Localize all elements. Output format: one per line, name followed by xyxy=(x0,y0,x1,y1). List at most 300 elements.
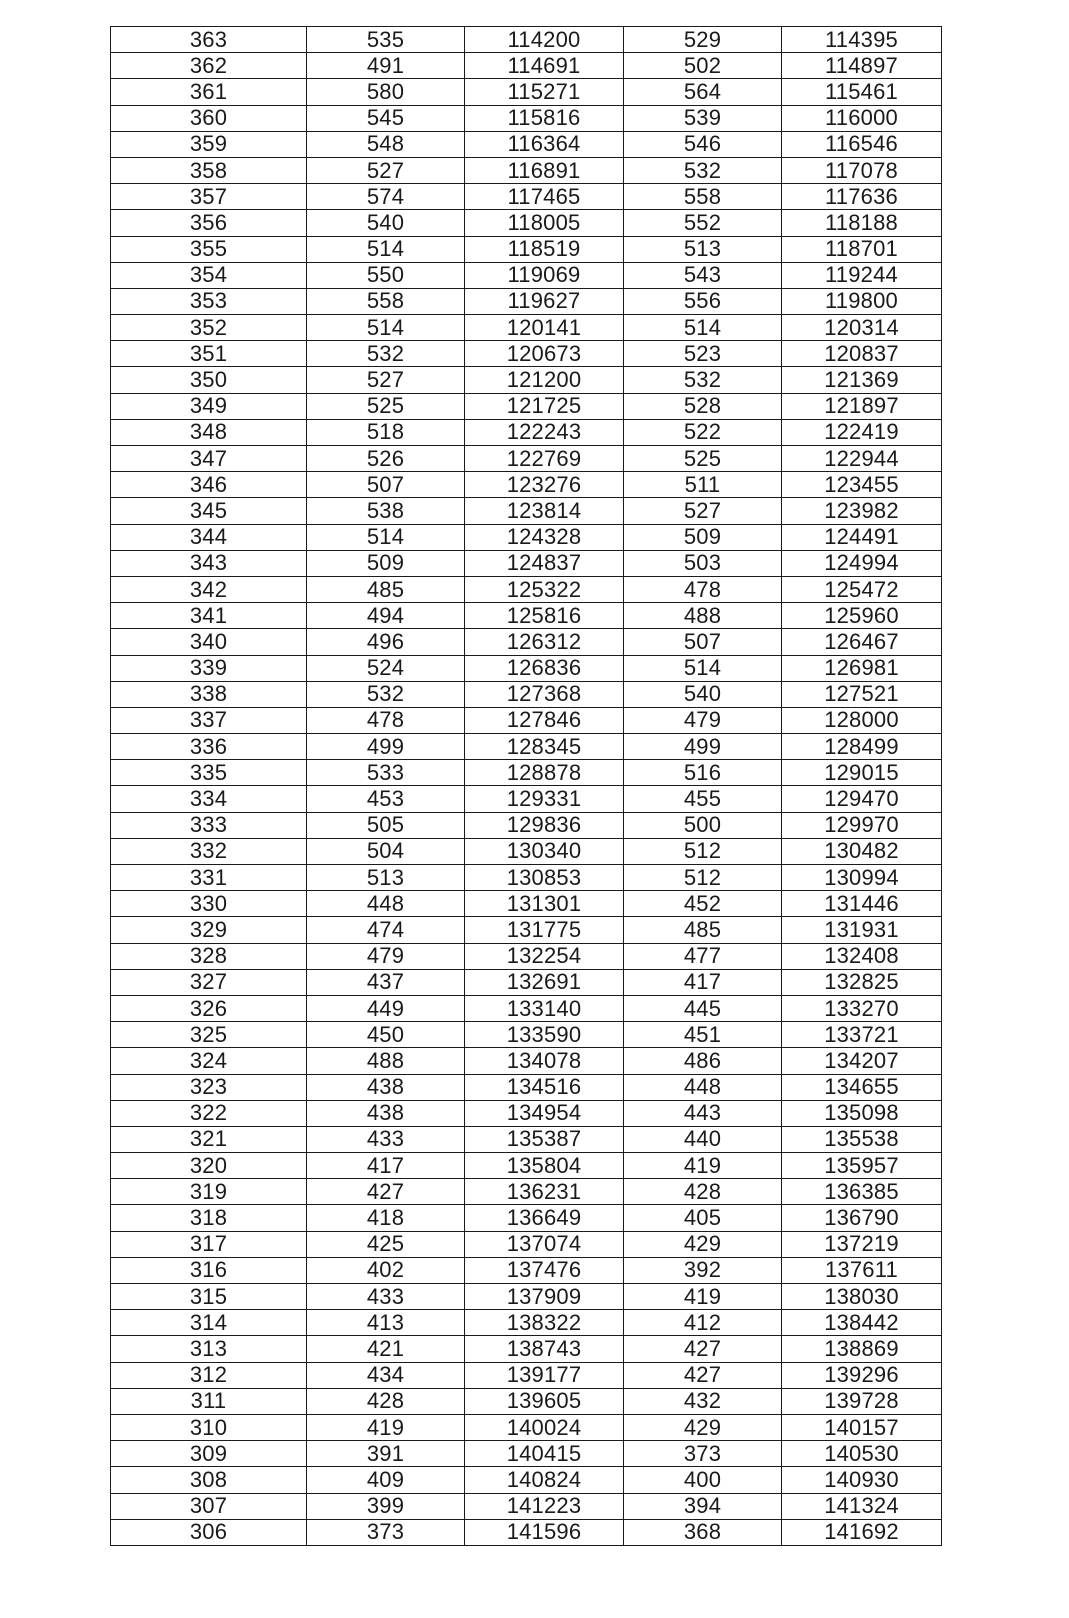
count-cell: 527 xyxy=(307,367,465,393)
table-row xyxy=(111,603,942,629)
count-cell: 496 xyxy=(307,629,465,655)
score-cell: 331 xyxy=(111,865,307,891)
count-cell-2: 507 xyxy=(624,629,782,655)
cumulative-cell: 118005 xyxy=(465,210,624,236)
count-cell-2: 455 xyxy=(624,786,782,812)
cumulative-cell-2: 135538 xyxy=(782,1126,942,1152)
table-row xyxy=(111,734,942,760)
table-row xyxy=(111,969,942,995)
table-row xyxy=(111,236,942,262)
cumulative-cell: 138743 xyxy=(465,1336,624,1362)
count-cell-2: 427 xyxy=(624,1336,782,1362)
cumulative-cell-2: 124491 xyxy=(782,524,942,550)
score-cell: 319 xyxy=(111,1179,307,1205)
score-cell: 351 xyxy=(111,341,307,367)
count-cell-2: 373 xyxy=(624,1441,782,1467)
table-row xyxy=(111,1153,942,1179)
score-cell: 308 xyxy=(111,1467,307,1493)
cumulative-cell: 115816 xyxy=(465,105,624,131)
cumulative-cell: 136649 xyxy=(465,1205,624,1231)
count-cell-2: 452 xyxy=(624,891,782,917)
score-cell: 356 xyxy=(111,210,307,236)
count-cell-2: 532 xyxy=(624,367,782,393)
score-cell: 328 xyxy=(111,943,307,969)
cumulative-cell: 121725 xyxy=(465,393,624,419)
score-cell: 352 xyxy=(111,315,307,341)
table-row xyxy=(111,1179,942,1205)
score-cell: 355 xyxy=(111,236,307,262)
count-cell-2: 417 xyxy=(624,969,782,995)
count-cell-2: 478 xyxy=(624,576,782,602)
cumulative-cell-2: 132825 xyxy=(782,969,942,995)
count-cell: 514 xyxy=(307,236,465,262)
cumulative-cell-2: 122419 xyxy=(782,419,942,445)
table-row xyxy=(111,498,942,524)
table-row xyxy=(111,184,942,210)
table-row xyxy=(111,524,942,550)
count-cell-2: 486 xyxy=(624,1048,782,1074)
count-cell: 419 xyxy=(307,1414,465,1440)
table-row xyxy=(111,393,942,419)
cumulative-cell: 141596 xyxy=(465,1519,624,1545)
count-cell: 532 xyxy=(307,681,465,707)
count-cell-2: 528 xyxy=(624,393,782,419)
count-cell-2: 546 xyxy=(624,131,782,157)
score-cell: 316 xyxy=(111,1257,307,1283)
table-row xyxy=(111,707,942,733)
table-row xyxy=(111,131,942,157)
count-cell: 532 xyxy=(307,341,465,367)
count-cell: 434 xyxy=(307,1362,465,1388)
table-row xyxy=(111,1493,942,1519)
table-row xyxy=(111,1388,942,1414)
cumulative-cell: 130853 xyxy=(465,865,624,891)
cumulative-cell: 116891 xyxy=(465,157,624,183)
table-row xyxy=(111,1284,942,1310)
score-cell: 354 xyxy=(111,262,307,288)
count-cell-2: 502 xyxy=(624,53,782,79)
score-cell: 333 xyxy=(111,812,307,838)
cumulative-cell: 131775 xyxy=(465,917,624,943)
table-row xyxy=(111,1048,942,1074)
cumulative-cell: 123276 xyxy=(465,472,624,498)
table-row xyxy=(111,917,942,943)
cumulative-cell-2: 131931 xyxy=(782,917,942,943)
count-cell-2: 479 xyxy=(624,707,782,733)
cumulative-cell-2: 127521 xyxy=(782,681,942,707)
count-cell-2: 539 xyxy=(624,105,782,131)
count-cell: 425 xyxy=(307,1231,465,1257)
table-row xyxy=(111,891,942,917)
cumulative-cell-2: 120314 xyxy=(782,315,942,341)
cumulative-cell: 116364 xyxy=(465,131,624,157)
table-row xyxy=(111,1336,942,1362)
score-cell: 313 xyxy=(111,1336,307,1362)
table-row xyxy=(111,681,942,707)
table-row xyxy=(111,367,942,393)
cumulative-cell-2: 137611 xyxy=(782,1257,942,1283)
count-cell-2: 514 xyxy=(624,655,782,681)
count-cell: 433 xyxy=(307,1126,465,1152)
cumulative-cell-2: 123455 xyxy=(782,472,942,498)
table-row xyxy=(111,812,942,838)
count-cell-2: 368 xyxy=(624,1519,782,1545)
score-cell: 357 xyxy=(111,184,307,210)
count-cell: 524 xyxy=(307,655,465,681)
cumulative-cell-2: 115461 xyxy=(782,79,942,105)
score-cell: 339 xyxy=(111,655,307,681)
score-cell: 310 xyxy=(111,1414,307,1440)
cumulative-cell: 137074 xyxy=(465,1231,624,1257)
table-row xyxy=(111,157,942,183)
count-cell-2: 445 xyxy=(624,995,782,1021)
score-cell: 311 xyxy=(111,1388,307,1414)
count-cell-2: 440 xyxy=(624,1126,782,1152)
count-cell: 491 xyxy=(307,53,465,79)
count-cell-2: 512 xyxy=(624,838,782,864)
cumulative-cell-2: 130482 xyxy=(782,838,942,864)
count-cell: 574 xyxy=(307,184,465,210)
cumulative-cell-2: 129015 xyxy=(782,760,942,786)
score-cell: 349 xyxy=(111,393,307,419)
count-cell: 402 xyxy=(307,1257,465,1283)
table-row xyxy=(111,1257,942,1283)
table-row xyxy=(111,446,942,472)
count-cell: 525 xyxy=(307,393,465,419)
score-cell: 306 xyxy=(111,1519,307,1545)
count-cell-2: 509 xyxy=(624,524,782,550)
score-cell: 341 xyxy=(111,603,307,629)
cumulative-cell-2: 119244 xyxy=(782,262,942,288)
cumulative-cell-2: 135957 xyxy=(782,1153,942,1179)
table-row xyxy=(111,105,942,131)
cumulative-cell-2: 117078 xyxy=(782,157,942,183)
table-row xyxy=(111,210,942,236)
score-cell: 318 xyxy=(111,1205,307,1231)
count-cell-2: 419 xyxy=(624,1153,782,1179)
cumulative-cell: 132691 xyxy=(465,969,624,995)
table-row xyxy=(111,315,942,341)
count-cell: 450 xyxy=(307,1022,465,1048)
count-cell-2: 427 xyxy=(624,1362,782,1388)
count-cell-2: 503 xyxy=(624,550,782,576)
count-cell: 518 xyxy=(307,419,465,445)
score-cell: 314 xyxy=(111,1310,307,1336)
count-cell-2: 477 xyxy=(624,943,782,969)
count-cell: 494 xyxy=(307,603,465,629)
score-cell: 325 xyxy=(111,1022,307,1048)
score-cell: 332 xyxy=(111,838,307,864)
count-cell-2: 543 xyxy=(624,262,782,288)
score-cell: 344 xyxy=(111,524,307,550)
count-cell-2: 527 xyxy=(624,498,782,524)
count-cell-2: 513 xyxy=(624,236,782,262)
cumulative-cell: 120673 xyxy=(465,341,624,367)
cumulative-cell: 120141 xyxy=(465,315,624,341)
count-cell: 580 xyxy=(307,79,465,105)
cumulative-cell-2: 121369 xyxy=(782,367,942,393)
table-row xyxy=(111,1441,942,1467)
table-row xyxy=(111,1362,942,1388)
score-cell: 315 xyxy=(111,1284,307,1310)
count-cell: 505 xyxy=(307,812,465,838)
table-row xyxy=(111,472,942,498)
cumulative-cell-2: 136790 xyxy=(782,1205,942,1231)
count-cell-2: 514 xyxy=(624,315,782,341)
count-cell-2: 512 xyxy=(624,865,782,891)
cumulative-cell: 124328 xyxy=(465,524,624,550)
cumulative-cell: 139177 xyxy=(465,1362,624,1388)
score-cell: 329 xyxy=(111,917,307,943)
count-cell: 540 xyxy=(307,210,465,236)
score-cell: 338 xyxy=(111,681,307,707)
cumulative-cell-2: 117636 xyxy=(782,184,942,210)
count-cell-2: 429 xyxy=(624,1414,782,1440)
count-cell-2: 488 xyxy=(624,603,782,629)
table-row xyxy=(111,786,942,812)
table-row xyxy=(111,1414,942,1440)
count-cell-2: 405 xyxy=(624,1205,782,1231)
count-cell-2: 392 xyxy=(624,1257,782,1283)
score-cell: 326 xyxy=(111,995,307,1021)
score-cell: 334 xyxy=(111,786,307,812)
cumulative-cell-2: 132408 xyxy=(782,943,942,969)
count-cell-2: 516 xyxy=(624,760,782,786)
cumulative-cell-2: 134207 xyxy=(782,1048,942,1074)
count-cell: 373 xyxy=(307,1519,465,1545)
count-cell-2: 429 xyxy=(624,1231,782,1257)
cumulative-cell-2: 134655 xyxy=(782,1074,942,1100)
cumulative-cell: 118519 xyxy=(465,236,624,262)
cumulative-cell: 129836 xyxy=(465,812,624,838)
table-row xyxy=(111,1074,942,1100)
cumulative-cell: 129331 xyxy=(465,786,624,812)
cumulative-cell-2: 135098 xyxy=(782,1100,942,1126)
count-cell: 421 xyxy=(307,1336,465,1362)
table-row xyxy=(111,943,942,969)
score-cell: 353 xyxy=(111,288,307,314)
count-cell: 545 xyxy=(307,105,465,131)
cumulative-cell-2: 131446 xyxy=(782,891,942,917)
score-cell: 358 xyxy=(111,157,307,183)
cumulative-cell-2: 122944 xyxy=(782,446,942,472)
score-cell: 323 xyxy=(111,1074,307,1100)
score-cell: 335 xyxy=(111,760,307,786)
count-cell: 488 xyxy=(307,1048,465,1074)
count-cell-2: 532 xyxy=(624,157,782,183)
cumulative-cell: 114691 xyxy=(465,53,624,79)
score-cell: 342 xyxy=(111,576,307,602)
count-cell: 449 xyxy=(307,995,465,1021)
cumulative-cell-2: 138442 xyxy=(782,1310,942,1336)
score-cell: 362 xyxy=(111,53,307,79)
count-cell-2: 432 xyxy=(624,1388,782,1414)
score-cell: 307 xyxy=(111,1493,307,1519)
table-row xyxy=(111,288,942,314)
score-cell: 337 xyxy=(111,707,307,733)
count-cell: 418 xyxy=(307,1205,465,1231)
cumulative-cell-2: 118188 xyxy=(782,210,942,236)
count-cell-2: 443 xyxy=(624,1100,782,1126)
cumulative-cell: 141223 xyxy=(465,1493,624,1519)
cumulative-cell: 127368 xyxy=(465,681,624,707)
table-row xyxy=(111,1126,942,1152)
count-cell-2: 428 xyxy=(624,1179,782,1205)
cumulative-cell-2: 129970 xyxy=(782,812,942,838)
cumulative-cell: 130340 xyxy=(465,838,624,864)
score-cell: 359 xyxy=(111,131,307,157)
cumulative-cell-2: 114897 xyxy=(782,53,942,79)
cumulative-cell-2: 125472 xyxy=(782,576,942,602)
count-cell-2: 556 xyxy=(624,288,782,314)
score-cell: 346 xyxy=(111,472,307,498)
cumulative-cell: 115271 xyxy=(465,79,624,105)
cumulative-cell-2: 138869 xyxy=(782,1336,942,1362)
count-cell: 514 xyxy=(307,315,465,341)
table-row xyxy=(111,262,942,288)
cumulative-cell-2: 139296 xyxy=(782,1362,942,1388)
count-cell: 514 xyxy=(307,524,465,550)
count-cell-2: 485 xyxy=(624,917,782,943)
score-cell: 363 xyxy=(111,27,307,53)
cumulative-cell: 121200 xyxy=(465,367,624,393)
table-row xyxy=(111,27,942,53)
table-row xyxy=(111,79,942,105)
cumulative-cell: 119069 xyxy=(465,262,624,288)
cumulative-cell-2: 121897 xyxy=(782,393,942,419)
score-cell: 343 xyxy=(111,550,307,576)
count-cell: 538 xyxy=(307,498,465,524)
count-cell: 533 xyxy=(307,760,465,786)
cumulative-cell-2: 126467 xyxy=(782,629,942,655)
table-row xyxy=(111,655,942,681)
table-row xyxy=(111,1519,942,1545)
cumulative-cell: 131301 xyxy=(465,891,624,917)
table-body xyxy=(111,27,942,1546)
cumulative-cell: 127846 xyxy=(465,707,624,733)
count-cell-2: 451 xyxy=(624,1022,782,1048)
count-cell: 453 xyxy=(307,786,465,812)
cumulative-cell: 126312 xyxy=(465,629,624,655)
count-cell: 479 xyxy=(307,943,465,969)
cumulative-cell-2: 130994 xyxy=(782,865,942,891)
score-cell: 345 xyxy=(111,498,307,524)
count-cell: 507 xyxy=(307,472,465,498)
cumulative-cell-2: 120837 xyxy=(782,341,942,367)
cumulative-cell-2: 128000 xyxy=(782,707,942,733)
cumulative-cell: 135804 xyxy=(465,1153,624,1179)
table-row xyxy=(111,760,942,786)
score-cell: 361 xyxy=(111,79,307,105)
count-cell: 548 xyxy=(307,131,465,157)
count-cell-2: 448 xyxy=(624,1074,782,1100)
table-row xyxy=(111,1205,942,1231)
cumulative-cell: 134954 xyxy=(465,1100,624,1126)
score-cell: 336 xyxy=(111,734,307,760)
table-row xyxy=(111,576,942,602)
score-cell: 360 xyxy=(111,105,307,131)
cumulative-cell: 140415 xyxy=(465,1441,624,1467)
table-row xyxy=(111,1100,942,1126)
cumulative-cell-2: 141692 xyxy=(782,1519,942,1545)
cumulative-cell-2: 125960 xyxy=(782,603,942,629)
count-cell: 558 xyxy=(307,288,465,314)
table-row xyxy=(111,550,942,576)
cumulative-cell: 122769 xyxy=(465,446,624,472)
cumulative-cell-2: 140930 xyxy=(782,1467,942,1493)
count-cell-2: 500 xyxy=(624,812,782,838)
count-cell-2: 523 xyxy=(624,341,782,367)
cumulative-cell: 136231 xyxy=(465,1179,624,1205)
cumulative-cell: 125322 xyxy=(465,576,624,602)
cumulative-cell-2: 133721 xyxy=(782,1022,942,1048)
score-table xyxy=(110,26,942,1546)
count-cell-2: 522 xyxy=(624,419,782,445)
cumulative-cell: 138322 xyxy=(465,1310,624,1336)
count-cell-2: 540 xyxy=(624,681,782,707)
cumulative-cell: 133140 xyxy=(465,995,624,1021)
cumulative-cell: 126836 xyxy=(465,655,624,681)
count-cell-2: 400 xyxy=(624,1467,782,1493)
score-cell: 317 xyxy=(111,1231,307,1257)
count-cell: 474 xyxy=(307,917,465,943)
count-cell: 427 xyxy=(307,1179,465,1205)
cumulative-cell: 140824 xyxy=(465,1467,624,1493)
count-cell-2: 525 xyxy=(624,446,782,472)
score-cell: 309 xyxy=(111,1441,307,1467)
cumulative-cell-2: 116000 xyxy=(782,105,942,131)
score-cell: 327 xyxy=(111,969,307,995)
cumulative-cell: 134516 xyxy=(465,1074,624,1100)
cumulative-cell-2: 136385 xyxy=(782,1179,942,1205)
cumulative-cell-2: 137219 xyxy=(782,1231,942,1257)
count-cell: 509 xyxy=(307,550,465,576)
count-cell: 417 xyxy=(307,1153,465,1179)
table-row xyxy=(111,341,942,367)
table-row xyxy=(111,53,942,79)
cumulative-cell: 123814 xyxy=(465,498,624,524)
table-row xyxy=(111,1310,942,1336)
cumulative-cell-2: 119800 xyxy=(782,288,942,314)
count-cell: 550 xyxy=(307,262,465,288)
cumulative-cell: 139605 xyxy=(465,1388,624,1414)
count-cell: 448 xyxy=(307,891,465,917)
cumulative-cell-2: 141324 xyxy=(782,1493,942,1519)
count-cell: 437 xyxy=(307,969,465,995)
cumulative-cell: 140024 xyxy=(465,1414,624,1440)
score-cell: 348 xyxy=(111,419,307,445)
cumulative-cell: 114200 xyxy=(465,27,624,53)
table-row xyxy=(111,419,942,445)
count-cell-2: 529 xyxy=(624,27,782,53)
cumulative-cell: 128878 xyxy=(465,760,624,786)
count-cell-2: 511 xyxy=(624,472,782,498)
count-cell-2: 564 xyxy=(624,79,782,105)
cumulative-cell: 137476 xyxy=(465,1257,624,1283)
count-cell: 478 xyxy=(307,707,465,733)
count-cell: 391 xyxy=(307,1441,465,1467)
cumulative-cell-2: 114395 xyxy=(782,27,942,53)
count-cell: 485 xyxy=(307,576,465,602)
cumulative-cell-2: 128499 xyxy=(782,734,942,760)
count-cell-2: 552 xyxy=(624,210,782,236)
score-cell: 350 xyxy=(111,367,307,393)
score-cell: 340 xyxy=(111,629,307,655)
table-row xyxy=(111,995,942,1021)
cumulative-cell: 125816 xyxy=(465,603,624,629)
count-cell: 399 xyxy=(307,1493,465,1519)
cumulative-cell: 132254 xyxy=(465,943,624,969)
